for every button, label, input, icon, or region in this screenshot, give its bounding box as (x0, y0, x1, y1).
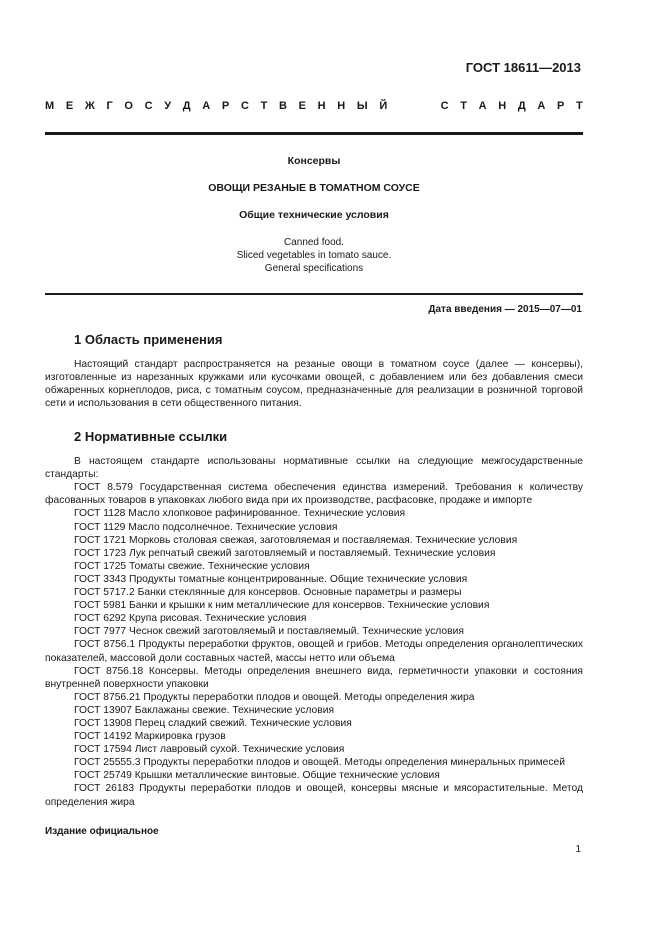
reference-item: ГОСТ 8.579 Государственная система обеспечения единства измерений. Требования к количеству фасованных товаров в упаковках любого вида при их производстве, расфасовке, продаже и импорте (45, 482, 583, 507)
reference-item: ГОСТ 1128 Масло хлопковое рафинированное. Технические условия (74, 508, 406, 520)
letter: У (164, 100, 172, 112)
document-code: ГОСТ 18611—2013 (465, 60, 581, 75)
letter: О (124, 100, 133, 112)
letter: Е (65, 100, 74, 112)
letter: С (144, 100, 153, 112)
letter: Ы (356, 100, 368, 112)
reference-item: ГОСТ 7977 Чеснок свежий заготовляемый и поставляемый. Технические условия (74, 626, 464, 638)
reference-item: ГОСТ 1129 Масло подсолнечное. Технические условия (74, 521, 338, 533)
reference-item: ГОСТ 13907 Баклажаны свежие. Технические условия (74, 704, 335, 716)
title-category: Консервы (287, 155, 341, 167)
reference-item: ГОСТ 13908 Перец сладкий свежий. Технические условия (74, 717, 352, 729)
letter: А (202, 100, 211, 112)
reference-item: ГОСТ 14192 Маркировка грузов (74, 731, 226, 743)
page-number: 1 (575, 844, 581, 855)
reference-item: ГОСТ 8756.1 Продукты переработки фруктов, овощей и грибов. Методы определения органолептических показателей, массовой доли составных частей, массы нетто или объема (45, 639, 583, 664)
letter: Н (498, 100, 507, 112)
letter: С (440, 100, 449, 112)
paragraph: Настоящий стандарт распространяется на резаные овощи в томатном соусе (далее — консервы), изготовленные из нарезанных кружками или кусочками овощей, с добавлением или без добавления смеси обжаренных корнеплодов, риса, с томатным соусом, предназначенные для реализации в розничной торговой сети и использования в сети общественного питания. (45, 359, 583, 410)
title-divider (45, 293, 583, 295)
letter: Н (337, 100, 346, 112)
reference-item: ГОСТ 6292 Крупа рисовая. Технические условия (74, 613, 307, 625)
letter: Й (379, 100, 388, 112)
section-heading: 1 Область применения (74, 332, 223, 347)
title-subtitle: Общие технические условия (239, 209, 389, 221)
letter: Т (260, 100, 268, 112)
letter: Р (556, 100, 565, 112)
letter: Ж (84, 100, 95, 112)
reference-item: ГОСТ 5981 Банки и крышки к ним металлические для консервов. Технические условия (74, 600, 490, 612)
letter: Р (221, 100, 230, 112)
section-normative-references (45, 430, 583, 809)
title-english-line: Canned food. (283, 237, 345, 248)
reference-item: ГОСТ 3343 Продукты томатные концентрированные. Общие технические условия (74, 573, 468, 585)
letter: Е (298, 100, 306, 112)
reference-item: ГОСТ 1725 Томаты свежие. Технические условия (74, 560, 310, 572)
letter: Т (576, 100, 583, 112)
letter: М (45, 100, 55, 112)
reference-item: ГОСТ 5717.2 Банки стеклянные для консервов. Основные параметры и размеры (74, 587, 462, 599)
title-english (45, 236, 583, 275)
letter: В (278, 100, 287, 112)
title-english-line: General specifications (264, 263, 364, 274)
section-scope (45, 333, 583, 410)
official-edition-label: Издание официальное (45, 826, 159, 837)
letter: Н (317, 100, 326, 112)
section-heading: 2 Нормативные ссылки (74, 429, 228, 444)
letter: С (240, 100, 249, 112)
reference-item: ГОСТ 17594 Лист лавровый сухой. Технические условия (74, 744, 345, 756)
reference-item: ГОСТ 26183 Продукты переработки плодов и овощей, консервы мясные и мясорастительные. Метод определения жира (45, 783, 583, 808)
title-english-line: Sliced vegetables in tomato sauce. (236, 250, 392, 261)
word-gap (399, 100, 429, 112)
introduction-date: Дата введения — 2015—07—01 (428, 304, 582, 315)
standard-type-banner (45, 100, 583, 112)
title-main: ОВОЩИ РЕЗАНЫЕ В ТОМАТНОМ СОУСЕ (208, 182, 420, 194)
reference-item: ГОСТ 8756.21 Продукты переработки плодов и овощей. Методы определения жира (74, 691, 475, 703)
letter: Д (517, 100, 526, 112)
letter: Г (106, 100, 113, 112)
letter: А (478, 100, 487, 112)
letter: Т (460, 100, 467, 112)
reference-item: ГОСТ 1721 Морковь столовая свежая, заготовляемая и поставляемая. Технические условия (74, 534, 518, 546)
header-divider (45, 132, 583, 135)
letter: А (537, 100, 546, 112)
reference-item: ГОСТ 25555.3 Продукты переработки плодов и овощей. Методы определения минеральных примесей (74, 757, 566, 769)
reference-item: ГОСТ 8756.18 Консервы. Методы определения внешнего вида, герметичности упаковки и состояния внутренней поверхности упаковки (45, 665, 583, 690)
reference-item: ГОСТ 1723 Лук репчатый свежий заготовляемый и поставляемый. Технические условия (74, 547, 496, 559)
letter: Д (182, 100, 191, 112)
paragraph: В настоящем стандарте использованы нормативные ссылки на следующие межгосударственные стандарты: (45, 456, 583, 481)
reference-item: ГОСТ 25749 Крышки металлические винтовые. Общие технические условия (74, 770, 440, 782)
